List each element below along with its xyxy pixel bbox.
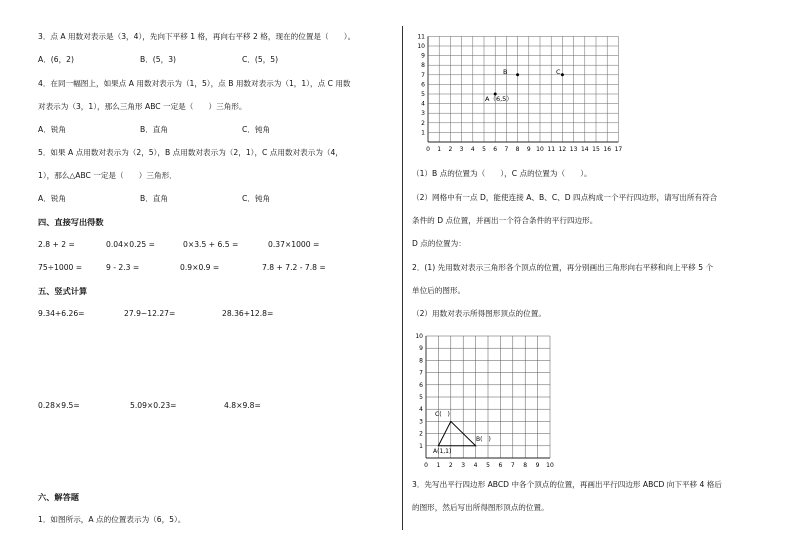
- q5-option-b: B．直角: [140, 194, 168, 203]
- question-5-line-1: 5．如果 A 点用数对表示为（2，5），B 点用数对表示为（2，1），C 点用数对表示为（4，: [38, 148, 343, 157]
- grid1-point-b: [516, 73, 519, 76]
- grid1-point-a-label: A（6,5）: [485, 95, 513, 103]
- grid1-x-tick: 17: [614, 146, 623, 153]
- grid2-x-tick: 3: [461, 462, 466, 469]
- grid2-y-tick: 5: [419, 394, 423, 401]
- calc-2-3: 0.9×0.9 =: [180, 263, 220, 272]
- calc-1-3: 0×3.5 + 6.5 =: [183, 240, 239, 249]
- grid1-x-tick: 14: [580, 146, 589, 153]
- grid2-x-tick: 10: [546, 462, 554, 469]
- grid2-label-c: C( ): [435, 411, 450, 418]
- right-q2-part2: （2）用数对表示所得图形顶点的位置。: [412, 309, 546, 318]
- grid1-y-tick: 9: [421, 52, 425, 60]
- calc-2-4: 7.8 + 7.2 - 7.8 =: [262, 263, 326, 272]
- grid1-x-tick: 6: [493, 146, 498, 153]
- grid1-y-tick: 8: [421, 62, 425, 70]
- q3-option-b: B．(5，3): [140, 55, 176, 64]
- grid1-x-tick: 15: [592, 146, 600, 153]
- calc-1-1: 2.8 + 2 =: [38, 240, 75, 249]
- question-4-line-1: 4．在同一幅图上，如果点 A 用数对表示为（1，5），点 B 用数对表示为（1，1），点 C 用数: [38, 79, 351, 88]
- q4-option-a: A．锐角: [38, 125, 66, 134]
- grid1-x-tick: 7: [504, 146, 509, 153]
- q4-option-b: B．直角: [140, 125, 168, 134]
- grid1-x-tick: 13: [569, 146, 578, 153]
- grid2-y-tick: 3: [419, 418, 423, 426]
- section-6-title: 六、解答题: [38, 492, 79, 502]
- vert-2-1: 0.28×9.5=: [38, 401, 80, 410]
- grid1-y-tick: 11: [417, 33, 425, 41]
- grid1-point-b-label: B: [503, 68, 508, 76]
- grid2-x-tick: 7: [510, 462, 515, 469]
- grid1-x-tick: 12: [558, 146, 567, 153]
- calc-2-1: 75÷1000 =: [38, 263, 83, 272]
- right-q2-line1: 2．(1) 先用数对表示三角形各个顶点的位置，再分别画出三角形向右平移和向上平移 5 个: [412, 263, 714, 272]
- column-divider: [402, 26, 403, 530]
- grid1-y-tick: 4: [421, 100, 425, 108]
- grid1-x-tick: 16: [603, 146, 612, 153]
- grid1-y-tick: 1: [421, 129, 425, 137]
- grid2-y-tick: 4: [419, 406, 423, 414]
- right-q3-line1: 3．先写出平行四边形 ABCD 中各个顶点的位置，再画出平行四边形 ABCD 向下平移 4 格后: [412, 480, 722, 489]
- grid1-x-tick: 2: [448, 146, 453, 153]
- grid1-y-tick: 2: [421, 119, 425, 127]
- grid1-x-tick: 3: [459, 146, 464, 153]
- vert-1-3: 28.36+12.8=: [222, 309, 274, 318]
- right-d-position: D 点的位置为：: [412, 239, 466, 248]
- calc-2-2: 9 - 2.3 =: [106, 263, 140, 272]
- vert-1-1: 9.34+6.26=: [38, 309, 85, 318]
- q4-option-c: C．钝角: [242, 125, 271, 134]
- grid2-y-tick: 8: [419, 357, 423, 365]
- right-q1-part2-line2: 条件的 D 点位置，并画出一个符合条件的平行四边形。: [412, 216, 598, 225]
- question-5-line-2: 1），那么△ABC 一定是（ ）三角形．: [38, 171, 177, 180]
- grid2-y-tick: 2: [419, 430, 423, 438]
- right-q2-line2: 单位后的图形。: [412, 286, 466, 295]
- grid2-y-tick: 9: [419, 345, 423, 353]
- vert-2-2: 5.09×0.23=: [130, 401, 177, 410]
- grid1-x-tick: 5: [482, 146, 486, 153]
- grid2-x-tick: 8: [523, 462, 528, 469]
- grid2-y-tick: 10: [415, 333, 423, 340]
- grid1-x-tick: 4: [470, 146, 475, 153]
- grid1-y-tick: 6: [421, 81, 425, 89]
- grid2-x-tick: 6: [498, 462, 503, 469]
- question-4-line-2: 对表示为（3，1），那么三角形 ABC 一定是（ ）三角形。: [38, 102, 247, 111]
- q3-option-a: A．(6，2): [38, 55, 74, 64]
- coordinate-grid-1: [412, 30, 623, 156]
- grid1-y-tick: 3: [421, 110, 425, 118]
- grid2-x-tick: 4: [473, 462, 478, 469]
- q3-option-c: C．(5，5): [242, 55, 279, 64]
- grid2-x-tick: 1: [436, 462, 441, 469]
- grid1-point-c: [561, 73, 564, 76]
- question-6-1-text: 1．如图所示，A 点的位置表示为（6，5）。: [38, 515, 186, 524]
- grid1-y-tick: 7: [421, 71, 425, 79]
- grid2-label-a: A(1,1): [433, 448, 452, 455]
- vert-2-3: 4.8×9.8=: [224, 401, 261, 410]
- calc-1-4: 0.37×1000 =: [268, 240, 320, 249]
- grid2-x-tick: 2: [448, 462, 453, 469]
- grid2-y-tick: 6: [419, 381, 423, 389]
- section-5-title: 五、竖式计算: [38, 286, 88, 296]
- right-q1-part2-line1: （2）网格中有一点 D，能使连接 A、B、C、D 四点构成一个平行四边形，请写出所有符合: [412, 193, 718, 202]
- section-4-title: 四、直接写出得数: [38, 217, 104, 227]
- grid1-y-tick: 10: [417, 43, 425, 50]
- grid1-x-tick: 8: [515, 146, 520, 153]
- grid1-x-tick: 11: [547, 146, 556, 153]
- grid2-x-tick: 9: [535, 462, 540, 469]
- q5-option-a: A．锐角: [38, 194, 66, 203]
- grid2-y-tick: 7: [419, 369, 423, 377]
- grid1-y-tick: 5: [421, 91, 425, 98]
- grid1-point-c-label: C: [556, 68, 561, 76]
- grid2-label-b: B( ): [476, 436, 491, 443]
- vert-1-2: 27.9−12.27=: [124, 309, 176, 318]
- calc-1-2: 0.04×0.25 =: [106, 240, 155, 249]
- grid1-x-tick: 10: [536, 146, 544, 153]
- grid2-y-tick: 1: [419, 442, 423, 450]
- question-3-text: 3．点 A 用数对表示是（3，4），先向下平移 1 格，再向右平移 2 格，现在的位置是（ ）。: [38, 32, 356, 41]
- q5-option-c: C．钝角: [242, 194, 271, 203]
- grid2-x-tick: 5: [486, 462, 490, 469]
- right-q3-line2: 的图形，然后写出所得图形顶点的位置。: [412, 503, 549, 512]
- grid2-x-tick: 0: [424, 462, 428, 469]
- grid1-x-tick: 1: [437, 146, 442, 153]
- grid1-x-tick: 0: [426, 146, 430, 153]
- coordinate-grid-2: [414, 329, 564, 473]
- right-q1-part1: （1）B 点的位置为（ ），C 点的位置为（ ）。: [412, 169, 592, 178]
- grid1-x-tick: 9: [526, 146, 531, 153]
